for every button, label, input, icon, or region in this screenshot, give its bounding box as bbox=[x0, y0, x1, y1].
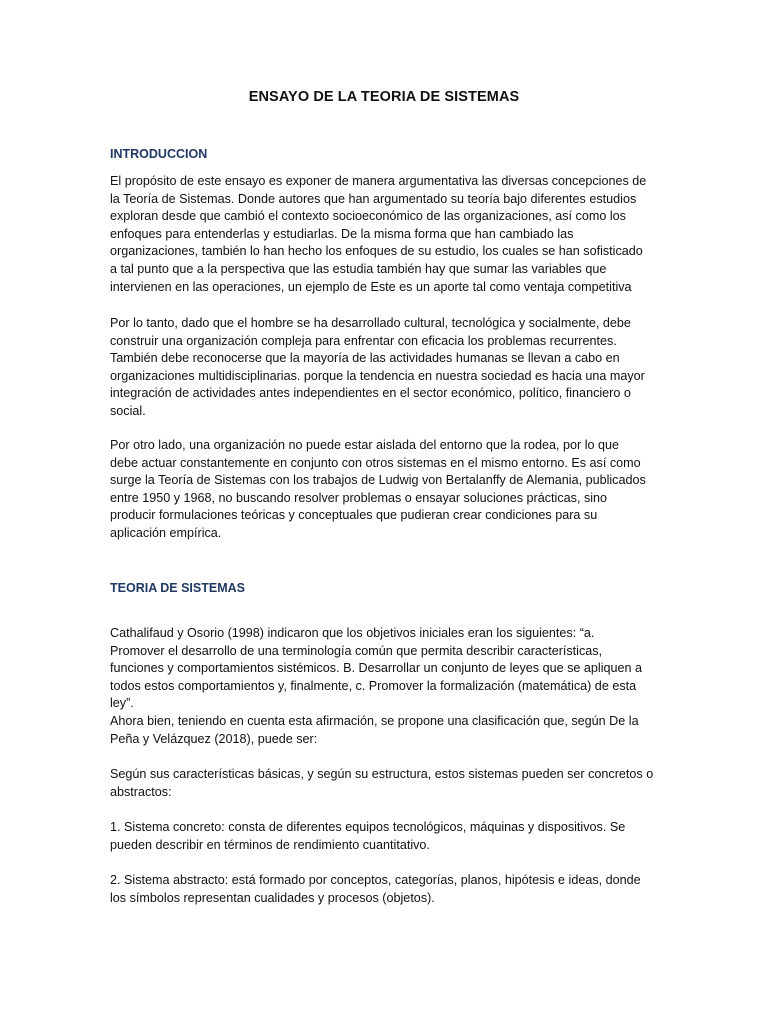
text-line: 2. Sistema abstracto: está formado por conceptos, categorías, planos, hipótesis e ideas, donde bbox=[110, 873, 641, 887]
text-line: Peña y Velázquez (2018), puede ser: bbox=[110, 731, 318, 746]
text-line: surge la Teoría de Sistemas con los trabajos de Ludwig von Bertalanffy de Alemania, publicados bbox=[110, 473, 646, 488]
text-line: 1. Sistema concreto: consta de diferentes equipos tecnológicos, máquinas y dispositivos. Se bbox=[110, 820, 626, 834]
text-line: Por lo tanto, dado que el hombre se ha desarrollado cultural, tecnológica y socialmente, debe bbox=[110, 316, 631, 330]
text-line: entre 1950 y 1968, no buscando resolver problemas o ensayar soluciones prácticas, sino bbox=[110, 490, 608, 505]
text-line: la Teoría de Sistemas. Donde autores que han argumentado su teoría bajo diferentes estudios bbox=[110, 191, 637, 206]
intro-paragraph-1 bbox=[110, 173, 660, 296]
text-line: todos estos comportamientos y, finalmente, c. Promover la formalización (matemática) de esta bbox=[110, 678, 637, 693]
document-title: ENSAYO DE LA TEORIA DE SISTEMAS bbox=[248, 89, 520, 105]
text-line: Ahora bien, teniendo en cuenta esta afirmación, se propone una clasificación que, según De la bbox=[110, 713, 639, 728]
text-line: Promover el desarrollo de una terminología común que permita describir características, bbox=[110, 643, 603, 658]
heading-introduccion: INTRODUCCION bbox=[110, 147, 208, 161]
text-line: Por otro lado, una organización no puede estar aislada del entorno que la rodea, por lo que bbox=[110, 438, 620, 452]
text-line: Según sus características básicas, y según su estructura, estos sistemas pueden ser concretos o bbox=[110, 767, 654, 781]
text-line: organizaciones, también lo han hecho los enfoques de su estudio, los cuales se han sofisticado bbox=[110, 244, 643, 259]
text-line: exploran desde que cambió el contexto socioeconómico de las organizaciones, así como los bbox=[110, 209, 626, 224]
text-line: a tal punto que a la perspectiva que las estudia también hay que sumar las variables que bbox=[110, 261, 607, 276]
text-line: integración de actividades antes independientes en el sector económico, político, financiero o bbox=[110, 386, 631, 401]
text-line: debe actuar constantemente en conjunto con otros sistemas en el mismo entorno. Es así como bbox=[110, 455, 641, 470]
text-line: construir una organización compleja para enfrentar con eficacia los problemas recurrentes. bbox=[110, 333, 617, 348]
text-line: El propósito de este ensayo es exponer de manera argumentativa las diversas concepciones de bbox=[110, 174, 647, 188]
section-paragraph-2 bbox=[110, 766, 660, 801]
intro-paragraph-2 bbox=[110, 315, 660, 421]
intro-paragraph-3 bbox=[110, 437, 660, 543]
text-line: ley”. bbox=[110, 696, 134, 711]
text-line: pueden describir en términos de rendimiento cuantitativo. bbox=[110, 837, 430, 852]
text-line: aplicación empírica. bbox=[110, 525, 222, 540]
text-line: producir formulaciones teóricas y conceptuales que pudieran crear condiciones para su bbox=[110, 508, 598, 523]
heading-teoria-de-sistemas: TEORIA DE SISTEMAS bbox=[110, 581, 245, 595]
text-line: social. bbox=[110, 403, 146, 418]
text-line: los símbolos representan cualidades y procesos (objetos). bbox=[110, 890, 435, 905]
text-line: abstractos: bbox=[110, 784, 172, 799]
text-line: También debe reconocerse que la mayoría de las actividades humanas se llevan a cabo en bbox=[110, 351, 620, 366]
text-line: Cathalifaud y Osorio (1998) indicaron que los objetivos iniciales eran los siguientes: “a. bbox=[110, 626, 595, 640]
section-paragraph-1 bbox=[110, 625, 660, 748]
text-line: intervienen en las operaciones, un ejemplo de Este es un aporte tal como ventaja competitiva bbox=[110, 279, 632, 294]
section-paragraph-3 bbox=[110, 819, 660, 854]
text-line: organizaciones multidisciplinarias. porque la tendencia en nuestra sociedad es hacia una mayor bbox=[110, 368, 645, 383]
section-paragraph-4 bbox=[110, 872, 660, 907]
text-line: funciones y comportamientos sistémicos. B. Desarrollar un conjunto de leyes que se apliquen a bbox=[110, 661, 643, 676]
text-line: enfoques para entenderlas y estudiarlas. De la misma forma que han cambiado las bbox=[110, 226, 574, 241]
